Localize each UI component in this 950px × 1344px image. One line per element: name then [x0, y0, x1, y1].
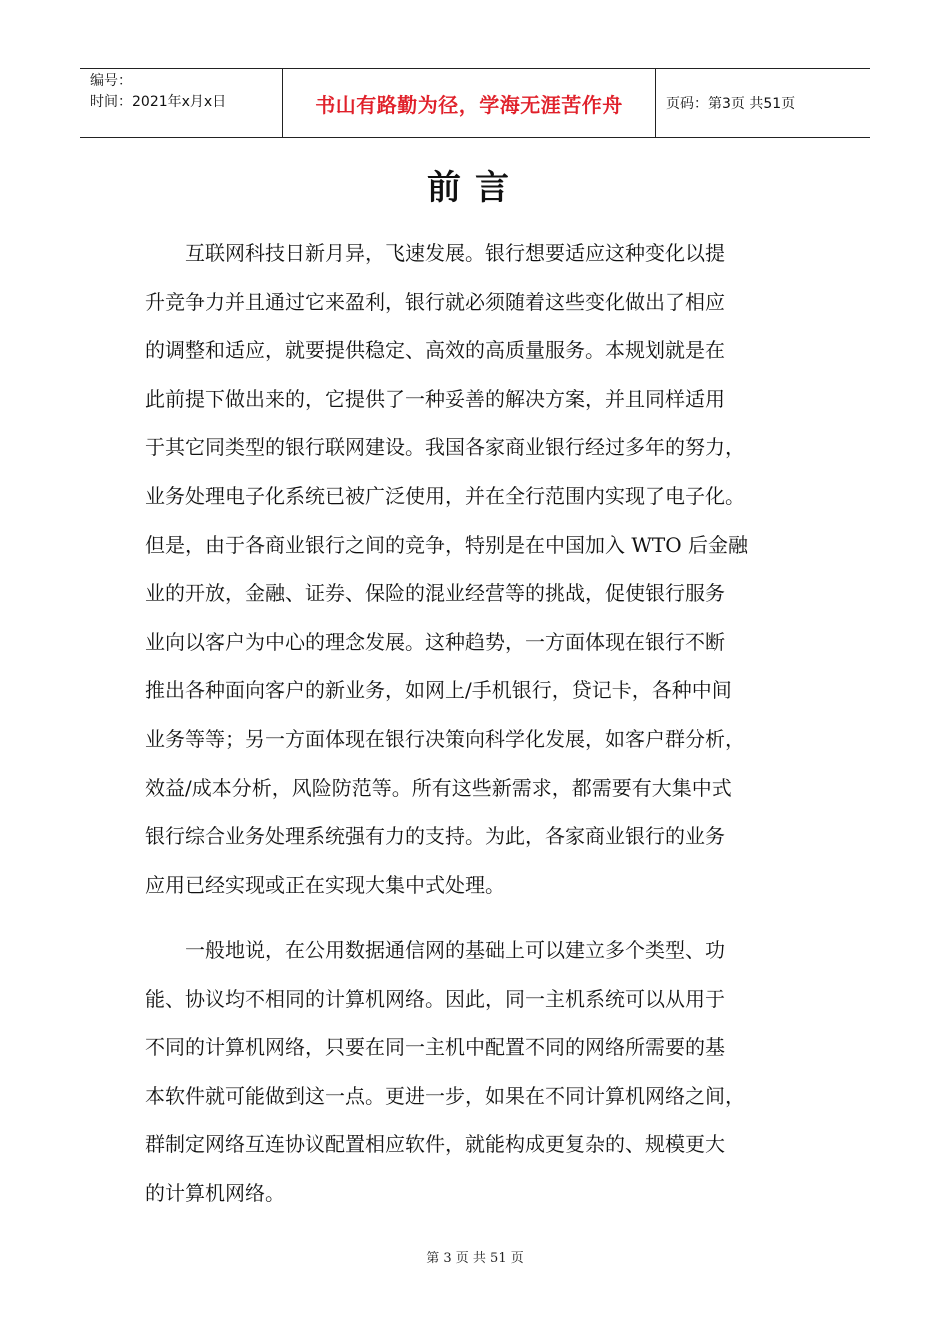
text-line: 业务等等；另一方面体现在银行决策向科学化发展，如客户群分析， — [145, 726, 745, 751]
text-line: 不同的计算机网络，只要在同一主机中配置不同的网络所需要的基 — [145, 1035, 725, 1060]
text-line: 推出各种面向客户的新业务，如网上/手机银行，贷记卡，各种中间 — [145, 678, 732, 703]
page-info: 页码：第3页 共51页 — [666, 96, 796, 112]
text-line: 互联网科技日新月异，飞速发展。银行想要适应这种变化以提 — [145, 241, 725, 265]
header-meta — [80, 69, 282, 137]
text-line: 的调整和适应，就要提供稳定、高效的高质量服务。本规划就是在 — [145, 338, 725, 363]
paragraph-2 — [145, 926, 835, 1218]
text-line: 业向以客户为中心的理念发展。这种趋势，一方面体现在银行不断 — [145, 629, 725, 654]
text-line: 业的开放，金融、证券、保险的混业经营等的挑战，促使银行服务 — [145, 581, 725, 606]
text-line: 于其它同类型的银行联网建设。我国各家商业银行经过多年的努力， — [145, 435, 745, 460]
motto: 书山有路勤为径，学海无涯苦作舟 — [315, 92, 623, 117]
text-line: 银行综合业务处理系统强有力的支持。为此，各家商业银行的业务 — [145, 824, 725, 849]
header-page-cell — [656, 69, 870, 137]
text-line: 应用已经实现或正在实现大集中式处理。 — [145, 872, 505, 897]
time-label: 时间：2021年x月x日 — [90, 94, 227, 110]
page-title: 前言 — [427, 168, 523, 208]
text-line: 效益/成本分析，风险防范等。所有这些新需求，都需要有大集中式 — [145, 775, 732, 800]
text-line: 业务处理电子化系统已被广泛使用，并在全行范围内实现了电子化。 — [145, 483, 745, 508]
text-line: 群制定网络互连协议配置相应软件，就能构成更复杂的、规模更大 — [145, 1132, 725, 1157]
text-line: 但是，由于各商业银行之间的竞争，特别是在中国加入 WTO 后金融 — [145, 532, 749, 557]
text-line: 的计算机网络。 — [145, 1180, 285, 1205]
text-line: 升竞争力并且通过它来盈利，银行就必须随着这些变化做出了相应 — [145, 289, 725, 314]
text-line: 一般地说，在公用数据通信网的基础上可以建立多个类型、功 — [145, 938, 725, 962]
number-label: 编号： — [90, 73, 132, 89]
text-line: 此前提下做出来的，它提供了一种妥善的解决方案，并且同样适用 — [145, 386, 725, 411]
text-line: 能、协议均不相同的计算机网络。因此，同一主机系统可以从用于 — [145, 986, 725, 1011]
paragraph-1 — [145, 229, 835, 909]
page-header — [80, 68, 870, 138]
text-line: 本软件就可能做到这一点。更进一步，如果在不同计算机网络之间， — [145, 1083, 745, 1108]
header-motto-cell — [282, 69, 656, 137]
page-footer: 第 3 页 共 51 页 — [426, 1251, 524, 1266]
